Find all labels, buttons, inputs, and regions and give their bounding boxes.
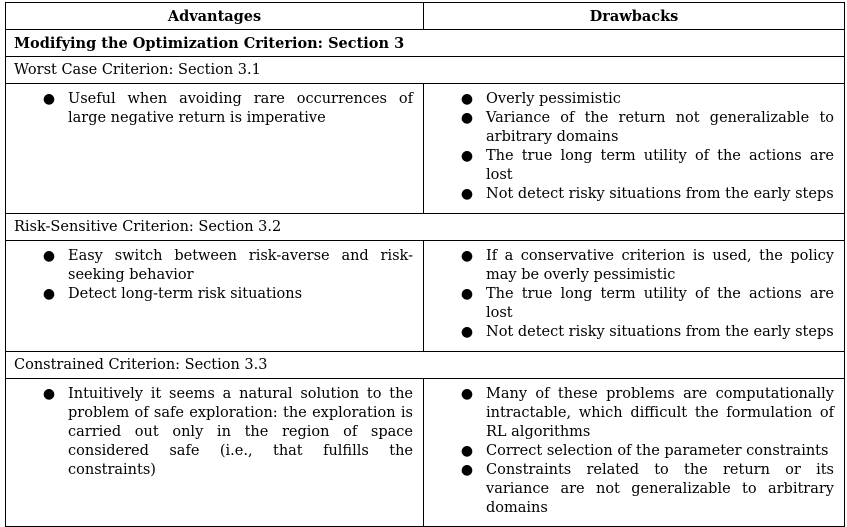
list-item: ● Not detect risky situations from the early steps (460, 186, 834, 202)
list-item: ● Many of these problems are computationally intractable, which difficult the formulation of RL algorithms (460, 386, 834, 440)
bullet-icon: ● (460, 386, 474, 402)
group-title: Constrained Criterion: Section 3.3 (6, 352, 845, 379)
advantages-cell (6, 379, 424, 527)
bullet-icon: ● (42, 286, 56, 302)
advantages-cell (6, 241, 424, 352)
comparison-table (5, 2, 845, 527)
bullet-icon: ● (460, 324, 474, 340)
list-item: ● The true long term utility of the actions are lost (460, 148, 834, 183)
bullet-icon: ● (460, 110, 474, 126)
group-content-row (6, 379, 845, 527)
bullet-icon: ● (42, 91, 56, 107)
list-item: ● If a conservative criterion is used, the policy may be overly pessimistic (460, 248, 834, 283)
advantages-header: Advantages (6, 3, 424, 30)
group-title-row (6, 352, 845, 379)
drawbacks-header: Drawbacks (424, 3, 845, 30)
bullet-icon: ● (460, 248, 474, 264)
bullet-icon: ● (460, 443, 474, 459)
advantages-cell (6, 84, 424, 214)
list-item: ● Easy switch between risk-averse and risk-seeking behavior (42, 248, 413, 283)
bullet-icon: ● (460, 148, 474, 164)
bullet-icon: ● (42, 386, 56, 402)
bullet-icon: ● (460, 186, 474, 202)
list-item: ● Constraints related to the return or its variance are not generalizable to arbitrary domains (460, 462, 834, 516)
list-item: ● Detect long-term risk situations (42, 286, 303, 302)
header-row (6, 3, 845, 30)
group-title-row (6, 214, 845, 241)
list-item: ● The true long term utility of the actions are lost (460, 286, 834, 321)
section-title: Modifying the Optimization Criterion: Section 3 (6, 30, 845, 57)
list-item: ● Not detect risky situations from the early steps (460, 324, 834, 340)
bullet-icon: ● (460, 462, 474, 478)
group-title: Risk-Sensitive Criterion: Section 3.2 (6, 214, 845, 241)
section-row (6, 30, 845, 57)
group-title-row (6, 57, 845, 84)
list-item: ● Correct selection of the parameter constraints (460, 443, 829, 459)
bullet-icon: ● (460, 91, 474, 107)
list-item: ● Intuitively it seems a natural solution to the problem of safe exploration: the exploration is carried out only in the region of space considered safe (i.e., that fulfills the constraints) (42, 386, 413, 478)
drawbacks-cell (424, 84, 845, 214)
list-item: ● Variance of the return not generalizable to arbitrary domains (460, 110, 834, 145)
drawbacks-cell (424, 241, 845, 352)
list-item: ● Useful when avoiding rare occurrences of large negative return is imperative (42, 91, 413, 126)
drawbacks-cell (424, 379, 845, 527)
group-content-row (6, 241, 845, 352)
bullet-icon: ● (460, 286, 474, 302)
group-title: Worst Case Criterion: Section 3.1 (6, 57, 845, 84)
bullet-icon: ● (42, 248, 56, 264)
list-item: ● Overly pessimistic (460, 91, 621, 107)
group-content-row (6, 84, 845, 214)
